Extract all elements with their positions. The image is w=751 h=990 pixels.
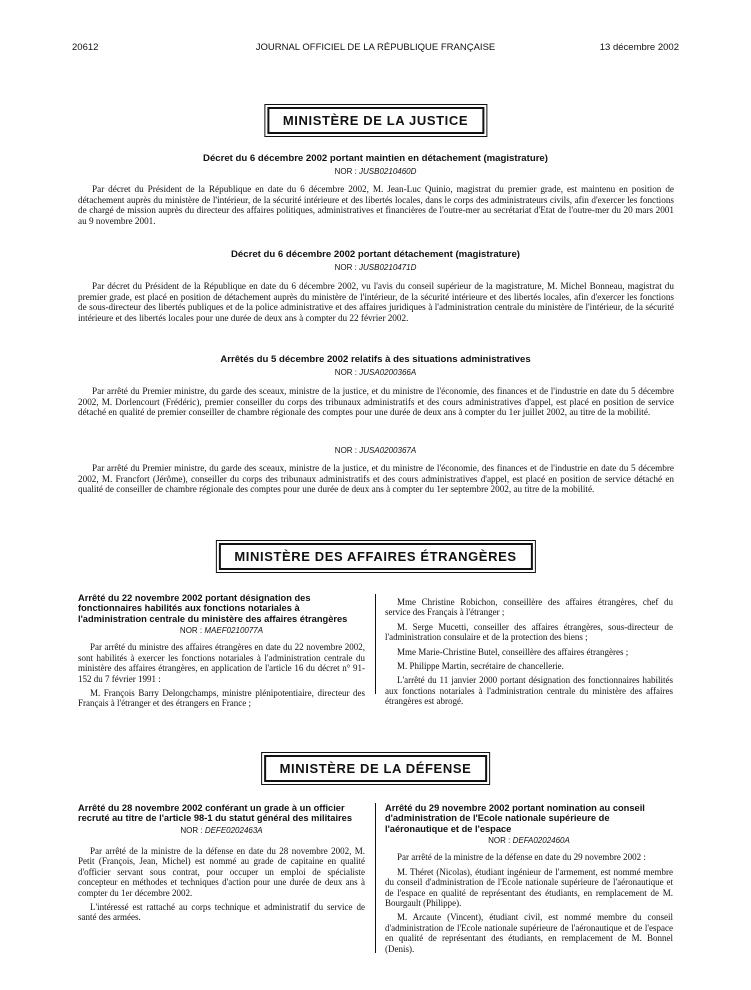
affaires-left-column — [78, 593, 365, 713]
running-header — [72, 42, 679, 56]
affaires-title: Arrêté du 22 novembre 2002 portant désignation des fonctionnaires habilités aux fonctions notariales à l'administration centrale du ministère des affaires étrangères — [78, 593, 348, 624]
column-divider-defense — [375, 803, 376, 953]
defense-right-p3: M. Arcaute (Vincent), étudiant civil, est nommé membre du conseil d'administration de l'Ecole nationale supérieure de l'aéronautique et de l'espace en qualité de représentant des étudiants, en remplacement de M. Bonnel (Denis). — [385, 912, 673, 954]
decret2-nor-code: JUSB0210471D — [359, 263, 417, 272]
ministry-defense-heading: MINISTÈRE DE LA DÉFENSE — [264, 755, 488, 782]
affaires-right-p1: Mme Christine Robichon, conseillère des affaires étrangères, chef du service des Français à l'étranger ; — [385, 597, 673, 618]
arrete1-text: Par arrêté du Premier ministre, du garde des sceaux, ministre de la justice, et du ministre de l'économie, des finances et de l'industrie en date du 5 décembre 2002, M. Dorlencourt (Frédéric), premier conseiller du corps des tribunaux administratifs et des cours administratives d'appel, est placé en position de service détaché en qualité de premier conseiller de chambre régionale des comptes pour une durée de deux ans à compter du 1er juillet 2002, au titre de la mobilité. — [78, 386, 674, 418]
defense-right-nor: NOR : DEFA0202460A — [488, 835, 570, 845]
ministry-justice-box — [264, 104, 487, 137]
ministry-affaires-heading: MINISTÈRE DES AFFAIRES ÉTRANGÈRES — [218, 543, 532, 570]
page-number: 20612 — [72, 42, 99, 53]
affaires-left-p2: M. François Barry Delongchamps, ministre plénipotentiaire, directeur des Français à l'étranger et des étrangers en France ; — [78, 687, 365, 709]
defense-left-column — [78, 803, 365, 927]
affaires-nor: NOR : MAEF0210077A — [179, 625, 264, 635]
journal-title: JOURNAL OFFICIEL DE LA RÉPUBLIQUE FRANÇAISE — [255, 42, 496, 53]
decret1-nor-code: JUSB0210460D — [359, 167, 417, 176]
arrete2-nor: NOR : JUSA0200367A — [334, 446, 417, 455]
affaires-right-column — [385, 597, 673, 711]
decret1-text: Par décret du Président de la République en date du 6 décembre 2002, M. Jean-Luc Quinio, magistrat du premier grade, est maintenu en position de détachement auprès du ministère de l'intérieur, de la sécurité intérieure et des libertés locales, dans le corps des administrateurs civils, afin d'exercer les fonctions de chargé de mission auprès du directeur des affaires politiques, administratives et financières de l'outre-mer au secrétariat d'Etat de l'outre-mer du 20 mars 2001 au 9 novembre 2001. — [78, 184, 674, 226]
arrete1-nor: NOR : JUSA0200366A — [334, 368, 417, 377]
affaires-right-p5: L'arrêté du 11 janvier 2000 portant désignation des fonctionnaires habilités aux fonctions notariales à l'administration centrale du ministère des affaires étrangères est abrogé. — [385, 675, 673, 707]
ministry-defense-box — [261, 752, 491, 785]
arrete1-nor-code: JUSA0200366A — [359, 368, 417, 377]
column-divider — [375, 594, 376, 694]
defense-right-p1: Par arrêté de la ministre de la défense en date du 29 novembre 2002 : — [397, 852, 646, 863]
arrete2-text: Par arrêté du Premier ministre, du garde des sceaux, ministre de la justice, et du ministre de l'économie, des finances et de l'industrie en date du 5 décembre 2002, M. Francfort (Jérôme), conseiller du corps des tribunaux administratifs et des cours administratives d'appel, est placé en position de service détaché en qualité de conseiller de chambre régionale des comptes pour une durée de deux ans à compter du 1er septembre 2002, au titre de la mobilité. — [78, 463, 674, 495]
issue-date: 13 décembre 2002 — [599, 42, 679, 53]
decret1-nor: NOR : JUSB0210460D — [334, 167, 417, 176]
defense-left-nor-code: DEFE0202463A — [204, 825, 263, 835]
defense-left-title: Arrêté du 28 novembre 2002 conférant un grade à un officier recruté au titre de l'article 98-1 du statut général des militaires — [78, 803, 352, 824]
decret2-title: Décret du 6 décembre 2002 portant détachement (magistrature) — [231, 249, 520, 260]
decret1-title: Décret du 6 décembre 2002 portant maintien en détachement (magistrature) — [203, 153, 548, 164]
affaires-right-p4: M. Philippe Martin, secrétaire de chancellerie. — [397, 661, 564, 672]
arrete2-nor-code: JUSA0200367A — [359, 446, 417, 455]
defense-left-p1: Par arrêté de la ministre de la défense en date du 28 novembre 2002, M. Petit (François, Jean, Michel) est nommé au grade de capitaine en qualité d'officier servant sous contrat, pour occuper un emploi de spécialiste concepteur en méthodes et techniques d'action pour une durée de deux ans à compter du 1er décembre 2002. — [78, 846, 365, 898]
arretes-title: Arrêtés du 5 décembre 2002 relatifs à des situations administratives — [220, 354, 531, 365]
affaires-right-p3: Mme Marie-Christine Butel, conseillère des affaires étrangères ; — [397, 646, 629, 657]
defense-right-nor-code: DEFA0202460A — [512, 835, 570, 845]
affaires-left-p1: Par arrêté du ministre des affaires étrangères en date du 22 novembre 2002, sont habilités à exercer les fonctions notariales à l'administration centrale du ministère des affaires étrangères, en application de l'article 16 du décret n° 91-152 du 7 février 1991 : — [78, 642, 365, 684]
defense-right-p2: M. Théret (Nicolas), étudiant ingénieur de l'armement, est nommé membre du conseil d'administration de l'Ecole nationale supérieure de l'aéronautique et de l'espace en qualité de représentant des étudiants, en remplacement de M. Bourgault (Philippe). — [385, 866, 673, 908]
defense-left-p2: L'intéressé est rattaché au corps technique et administratif du service de santé des armées. — [78, 902, 365, 923]
decret2-text: Par décret du Président de la République en date du 6 décembre 2002, vu l'avis du conseil supérieur de la magistrature, M. Michel Bonneau, magistrat du premier grade, est placé en position de détachement auprès du ministère de l'intérieur, de la sécurité intérieure et des libertés locales, afin d'exercer les fonctions de sous-directeur des libertés publiques et de la police administrative et des affaires juridiques à l'administration centrale du ministère de l'intérieur, de la sécurité intérieure et des libertés locales pour une durée de deux ans à compter du 22 février 2002. — [78, 281, 674, 323]
ministry-justice-heading: MINISTÈRE DE LA JUSTICE — [267, 107, 484, 134]
defense-right-column — [385, 803, 673, 958]
ministry-affaires-box — [215, 540, 535, 573]
defense-right-title: Arrêté du 29 novembre 2002 portant nomination au conseil d'administration de l'Ecole nationale supérieure de l'aéronautique et de l'espace — [385, 803, 645, 834]
affaires-right-p2: M. Serge Mucetti, conseiller des affaires étrangères, sous-directeur de l'administration consulaire et de la protection des biens ; — [385, 621, 673, 643]
defense-left-nor: NOR : DEFE0202463A — [180, 825, 263, 835]
affaires-nor-code: MAEF0210077A — [204, 625, 264, 635]
decret2-nor: NOR : JUSB0210471D — [334, 263, 417, 272]
